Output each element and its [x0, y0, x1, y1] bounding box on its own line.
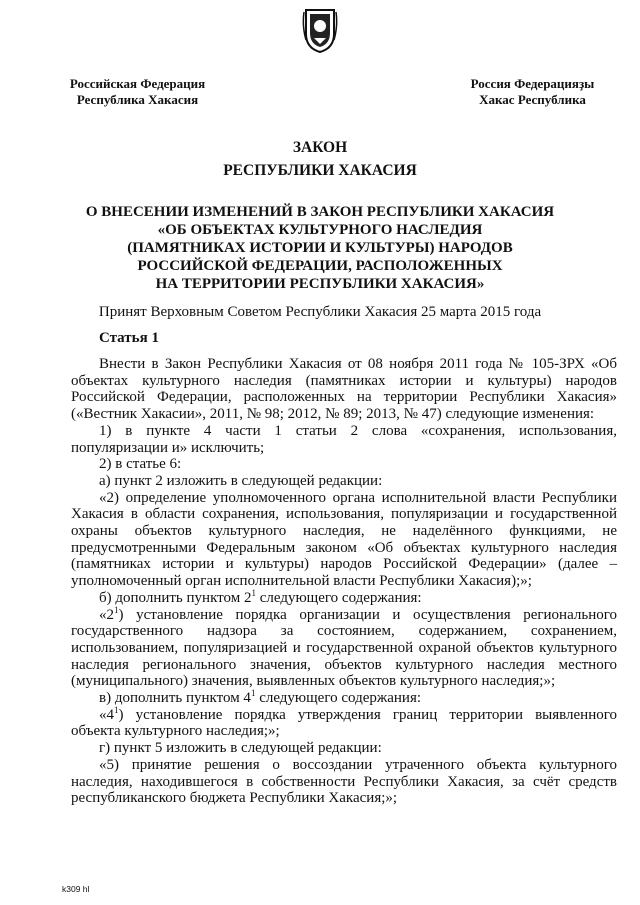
law-issuer: РЕСПУБЛИКИ ХАКАСИЯ — [223, 162, 417, 179]
paragraph — [71, 704, 617, 740]
text: б) дополнить пунктом 2 — [99, 589, 252, 606]
subject-line: О ВНЕСЕНИИ ИЗМЕНЕНИЙ В ЗАКОН РЕСПУБЛИКИ ХАКАСИЯ — [85, 204, 555, 220]
article-heading: Статья 1 — [99, 330, 159, 346]
subject-line: РОССИЙСКОЙ ФЕДЕРАЦИИ, РАСПОЛОЖЕННЫХ — [137, 258, 503, 274]
paragraph: Внести в Закон Республики Хакасия от 08 ноября 2011 года № 105-ЗРХ «Об объектах культурного наследия (памятниках истории и культуры) народов Российской Федерации, расположенных на территории Республики Хакасия» («Вестник Хакасии», 2011, № 98; 2012, № 89; 2013, № 47) следующие изменения: — [71, 356, 617, 423]
document-code: k309 hl — [62, 884, 90, 894]
text: «4 — [99, 706, 114, 723]
header-left-line: Республика Хакасия — [76, 92, 199, 107]
paragraph: г) пункт 5 изложить в следующей редакции: — [99, 740, 382, 757]
text: «2 — [99, 606, 114, 623]
subject-line: «ОБ ОБЪЕКТАХ КУЛЬТУРНОГО НАСЛЕДИЯ — [157, 222, 483, 238]
text: следующего содержания: — [255, 589, 422, 606]
text: в) дополнить пунктом 4 — [99, 690, 251, 707]
paragraph — [71, 587, 617, 607]
text: ) установление порядка организации и осуществления регионального государственного надзора за состоянием, содержанием, сохранением, использованием, популяризацией и государственной охраной объектов культурного наследия регионального значения, объектов культурного наследия местного (муниципального) значения, выявленных объектов культурного наследия;»; — [71, 606, 617, 690]
header-left — [60, 76, 215, 108]
law-subject — [60, 203, 580, 293]
coat-of-arms-emblem — [302, 6, 338, 54]
law-title: ЗАКОН — [292, 139, 348, 156]
paragraph — [71, 690, 617, 707]
superscript: 1 — [114, 604, 119, 615]
article-body — [71, 356, 617, 807]
header-left-line: Российская Федерация — [69, 76, 206, 91]
paragraph: «2) определение уполномоченного органа исполнительной власти Республики Хакасия в области сохранения, использования, популяризации и государственной охраны объектов культурного наследия, не наделённого функциями, не предусмотренными Федеральным законом «Об объектах культурного наследия (памятниках истории и культуры) народов Российской Федерации» (далее – уполномоченный орган исполнительной власти Республики Хакасия);»; — [71, 489, 617, 590]
paragraph: а) пункт 2 изложить в следующей редакции: — [99, 472, 383, 489]
paragraph: 1) в пункте 4 части 1 статьи 2 слова «сохранения, использования, популяризации и» исключить; — [71, 422, 617, 456]
adoption-note: Принят Верховным Советом Республики Хакасия 25 марта 2015 года — [98, 304, 542, 320]
header-right-line: Хакас Республика — [479, 92, 586, 107]
superscript: 1 — [251, 587, 256, 598]
subject-line: НА ТЕРРИТОРИИ РЕСПУБЛИКИ ХАКАСИЯ» — [155, 276, 485, 292]
header-right — [450, 76, 615, 108]
paragraph: 2) в статье 6: — [99, 456, 182, 473]
subject-line: (ПАМЯТНИКАХ ИСТОРИИ И КУЛЬТУРЫ) НАРОДОВ — [127, 240, 513, 256]
superscript: 1 — [250, 688, 256, 699]
text: следующего содержания: — [255, 690, 422, 707]
text: ) установление порядка утверждения границ территории выявленного объекта культурного наследия;»; — [71, 706, 617, 740]
header-right-line: Россия Федерацияҙы — [470, 76, 595, 91]
paragraph — [71, 604, 617, 691]
paragraph: «5) принятие решения о воссоздании утраченного объекта культурного наследия, находившегося в собственности Республики Хакасия, за счёт средств республиканского бюджета Республики Хакасия;»; — [71, 756, 617, 807]
superscript: 1 — [114, 704, 119, 715]
